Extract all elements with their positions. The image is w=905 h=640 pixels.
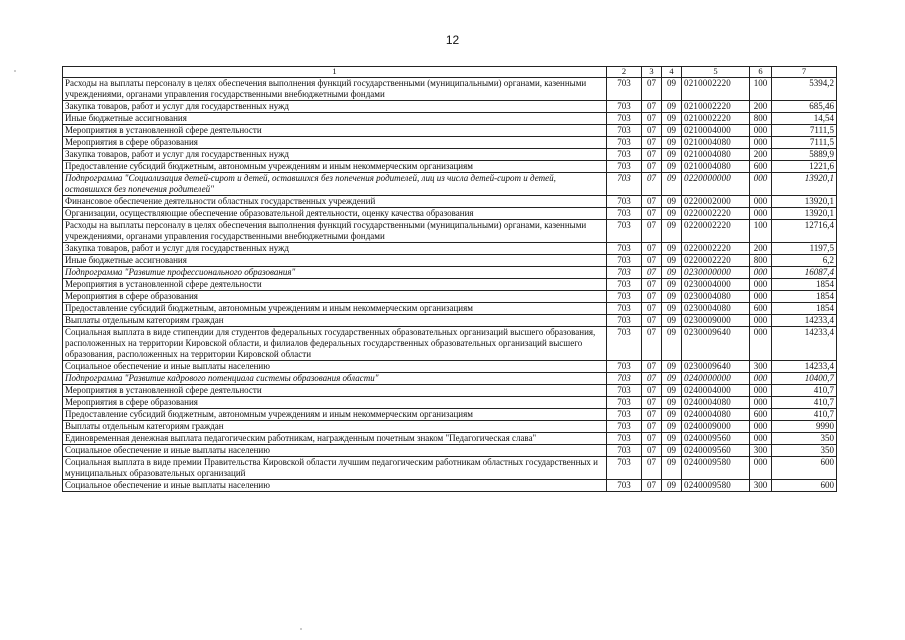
section-code: 07 — [642, 208, 662, 220]
target-article-code: 0240000000 — [682, 373, 750, 385]
amount: 14233,4 — [772, 361, 837, 373]
table-body — [63, 78, 837, 492]
row-name: Финансовое обеспечение деятельности областных государственных учреждений — [63, 196, 607, 208]
subsection-code: 09 — [662, 255, 682, 267]
amount: 1854 — [772, 279, 837, 291]
scan-speck — [14, 70, 16, 72]
target-article-code: 0240009560 — [682, 433, 750, 445]
amount: 5394,2 — [772, 78, 837, 101]
column-header: 2 — [607, 67, 642, 78]
subsection-code: 09 — [662, 433, 682, 445]
column-header: 3 — [642, 67, 662, 78]
subsection-code: 09 — [662, 196, 682, 208]
target-article-code: 0230004000 — [682, 279, 750, 291]
ministry-code: 703 — [607, 291, 642, 303]
expense-type-code: 300 — [750, 445, 772, 457]
amount: 14,54 — [772, 113, 837, 125]
subsection-code: 09 — [662, 279, 682, 291]
ministry-code: 703 — [607, 361, 642, 373]
table-row — [63, 113, 837, 125]
target-article-code: 0240004080 — [682, 409, 750, 421]
ministry-code: 703 — [607, 279, 642, 291]
row-name: Расходы на выплаты персоналу в целях обеспечения выполнения функций государственными (муниципальными) органами, казенными учреждениями, органами управления государственными внебюджетными фондами — [63, 220, 607, 243]
expense-type-code: 000 — [750, 433, 772, 445]
row-name: Подпрограмма "Развитие кадрового потенциала системы образования области" — [63, 373, 607, 385]
ministry-code: 703 — [607, 196, 642, 208]
target-article-code: 0220002220 — [682, 220, 750, 243]
table-row — [63, 361, 837, 373]
row-name: Социальная выплата в виде премии Правительства Кировской области лучшим педагогическим работникам областных государственных и муниципальных образовательных организаций — [63, 457, 607, 480]
target-article-code: 0230009640 — [682, 361, 750, 373]
section-code: 07 — [642, 409, 662, 421]
table-row — [63, 161, 837, 173]
section-code: 07 — [642, 361, 662, 373]
amount: 7111,5 — [772, 137, 837, 149]
amount: 410,7 — [772, 409, 837, 421]
section-code: 07 — [642, 149, 662, 161]
row-name: Мероприятия в установленной сфере деятельности — [63, 385, 607, 397]
table-row — [63, 315, 837, 327]
row-name: Предоставление субсидий бюджетным, автономным учреждениям и иным некоммерческим организациям — [63, 303, 607, 315]
section-code: 07 — [642, 267, 662, 279]
amount: 600 — [772, 457, 837, 480]
amount: 350 — [772, 445, 837, 457]
table-row — [63, 208, 837, 220]
section-code: 07 — [642, 220, 662, 243]
ministry-code: 703 — [607, 315, 642, 327]
section-code: 07 — [642, 433, 662, 445]
amount: 410,7 — [772, 385, 837, 397]
amount: 14233,4 — [772, 327, 837, 361]
section-code: 07 — [642, 243, 662, 255]
amount: 350 — [772, 433, 837, 445]
ministry-code: 703 — [607, 173, 642, 196]
amount: 410,7 — [772, 397, 837, 409]
table-row — [63, 173, 837, 196]
row-name: Социальная выплата в виде стипендии для студентов федеральных государственных образовательных организаций высшего образования, расположенных на территории Кировской области, и филиалов федеральных государственных образовательных организаций высшего образования, расположенных на территории Кировской области — [63, 327, 607, 361]
subsection-code: 09 — [662, 315, 682, 327]
table-row — [63, 220, 837, 243]
amount: 13920,1 — [772, 173, 837, 196]
column-number-row — [63, 67, 837, 78]
target-article-code: 0240009560 — [682, 445, 750, 457]
table-row — [63, 291, 837, 303]
table-row — [63, 149, 837, 161]
subsection-code: 09 — [662, 409, 682, 421]
column-header: 6 — [750, 67, 772, 78]
ministry-code: 703 — [607, 113, 642, 125]
subsection-code: 09 — [662, 445, 682, 457]
target-article-code: 0220002000 — [682, 196, 750, 208]
section-code: 07 — [642, 279, 662, 291]
subsection-code: 09 — [662, 397, 682, 409]
section-code: 07 — [642, 125, 662, 137]
table-row — [63, 421, 837, 433]
target-article-code: 0230004080 — [682, 291, 750, 303]
subsection-code: 09 — [662, 101, 682, 113]
amount: 600 — [772, 480, 837, 492]
row-name: Подпрограмма "Социализация детей-сирот и детей, оставшихся без попечения родителей, лиц из числа детей-сирот и детей, оставшихся без попечения родителей" — [63, 173, 607, 196]
row-name: Социальное обеспечение и иные выплаты населению — [63, 361, 607, 373]
expense-type-code: 000 — [750, 385, 772, 397]
column-header: 1 — [63, 67, 607, 78]
row-name: Закупка товаров, работ и услуг для государственных нужд — [63, 243, 607, 255]
target-article-code: 0210004080 — [682, 161, 750, 173]
table-row — [63, 409, 837, 421]
subsection-code: 09 — [662, 173, 682, 196]
ministry-code: 703 — [607, 267, 642, 279]
subsection-code: 09 — [662, 480, 682, 492]
ministry-code: 703 — [607, 101, 642, 113]
target-article-code: 0230000000 — [682, 267, 750, 279]
amount: 9990 — [772, 421, 837, 433]
expense-type-code: 200 — [750, 101, 772, 113]
target-article-code: 0210004000 — [682, 125, 750, 137]
subsection-code: 09 — [662, 220, 682, 243]
section-code: 07 — [642, 101, 662, 113]
subsection-code: 09 — [662, 361, 682, 373]
row-name: Подпрограмма "Развитие профессионального образования" — [63, 267, 607, 279]
target-article-code: 0210002220 — [682, 113, 750, 125]
table-row — [63, 433, 837, 445]
ministry-code: 703 — [607, 457, 642, 480]
ministry-code: 703 — [607, 385, 642, 397]
table-row — [63, 445, 837, 457]
amount: 12716,4 — [772, 220, 837, 243]
subsection-code: 09 — [662, 161, 682, 173]
table-row — [63, 385, 837, 397]
row-name: Мероприятия в установленной сфере деятельности — [63, 125, 607, 137]
expense-type-code: 600 — [750, 161, 772, 173]
expense-type-code: 000 — [750, 196, 772, 208]
ministry-code: 703 — [607, 255, 642, 267]
table-row — [63, 267, 837, 279]
amount: 1854 — [772, 291, 837, 303]
ministry-code: 703 — [607, 397, 642, 409]
section-code: 07 — [642, 421, 662, 433]
table-row — [63, 303, 837, 315]
ministry-code: 703 — [607, 433, 642, 445]
section-code: 07 — [642, 445, 662, 457]
target-article-code: 0210004080 — [682, 149, 750, 161]
target-article-code: 0220000000 — [682, 173, 750, 196]
target-article-code: 0230004080 — [682, 303, 750, 315]
section-code: 07 — [642, 161, 662, 173]
expense-type-code: 100 — [750, 78, 772, 101]
ministry-code: 703 — [607, 445, 642, 457]
expense-type-code: 000 — [750, 327, 772, 361]
subsection-code: 09 — [662, 267, 682, 279]
expense-type-code: 000 — [750, 457, 772, 480]
subsection-code: 09 — [662, 113, 682, 125]
row-name: Организации, осуществляющие обеспечение образовательной деятельности, оценку качества образования — [63, 208, 607, 220]
target-article-code: 0240009580 — [682, 457, 750, 480]
target-article-code: 0230009640 — [682, 327, 750, 361]
ministry-code: 703 — [607, 243, 642, 255]
page-number: 12 — [445, 33, 460, 47]
ministry-code: 703 — [607, 137, 642, 149]
section-code: 07 — [642, 385, 662, 397]
subsection-code: 09 — [662, 385, 682, 397]
section-code: 07 — [642, 78, 662, 101]
amount: 7111,5 — [772, 125, 837, 137]
table-row — [63, 137, 837, 149]
expense-type-code: 300 — [750, 361, 772, 373]
amount: 14233,4 — [772, 315, 837, 327]
table-row — [63, 457, 837, 480]
ministry-code: 703 — [607, 149, 642, 161]
row-name: Социальное обеспечение и иные выплаты населению — [63, 480, 607, 492]
expense-type-code: 000 — [750, 208, 772, 220]
ministry-code: 703 — [607, 421, 642, 433]
expense-type-code: 000 — [750, 291, 772, 303]
target-article-code: 0210004080 — [682, 137, 750, 149]
expense-type-code: 000 — [750, 125, 772, 137]
ministry-code: 703 — [607, 303, 642, 315]
section-code: 07 — [642, 397, 662, 409]
row-name: Единовременная денежная выплата педагогическим работникам, награжденным почетным знаком "Педагогическая слава" — [63, 433, 607, 445]
row-name: Иные бюджетные ассигнования — [63, 255, 607, 267]
ministry-code: 703 — [607, 78, 642, 101]
section-code: 07 — [642, 373, 662, 385]
amount: 10400,7 — [772, 373, 837, 385]
expense-type-code: 800 — [750, 113, 772, 125]
column-header: 5 — [682, 67, 750, 78]
expense-type-code: 000 — [750, 267, 772, 279]
section-code: 07 — [642, 291, 662, 303]
table-row — [63, 327, 837, 361]
ministry-code: 703 — [607, 327, 642, 361]
column-header: 4 — [662, 67, 682, 78]
expense-type-code: 200 — [750, 149, 772, 161]
row-name: Выплаты отдельным категориям граждан — [63, 421, 607, 433]
target-article-code: 0240009580 — [682, 480, 750, 492]
expense-type-code: 000 — [750, 397, 772, 409]
table-row — [63, 373, 837, 385]
ministry-code: 703 — [607, 220, 642, 243]
ministry-code: 703 — [607, 409, 642, 421]
amount: 13920,1 — [772, 208, 837, 220]
target-article-code: 0240004080 — [682, 397, 750, 409]
row-name: Закупка товаров, работ и услуг для государственных нужд — [63, 149, 607, 161]
table-row — [63, 101, 837, 113]
expense-type-code: 000 — [750, 315, 772, 327]
subsection-code: 09 — [662, 373, 682, 385]
section-code: 07 — [642, 457, 662, 480]
target-article-code: 0240004000 — [682, 385, 750, 397]
section-code: 07 — [642, 196, 662, 208]
subsection-code: 09 — [662, 125, 682, 137]
table-row — [63, 480, 837, 492]
amount: 1854 — [772, 303, 837, 315]
expense-type-code: 000 — [750, 137, 772, 149]
amount: 685,46 — [772, 101, 837, 113]
subsection-code: 09 — [662, 303, 682, 315]
target-article-code: 0220002220 — [682, 255, 750, 267]
section-code: 07 — [642, 303, 662, 315]
target-article-code: 0210002220 — [682, 101, 750, 113]
row-name: Выплаты отдельным категориям граждан — [63, 315, 607, 327]
section-code: 07 — [642, 173, 662, 196]
row-name: Социальное обеспечение и иные выплаты населению — [63, 445, 607, 457]
amount: 6,2 — [772, 255, 837, 267]
section-code: 07 — [642, 113, 662, 125]
table-row — [63, 243, 837, 255]
target-article-code: 0220002220 — [682, 243, 750, 255]
amount: 16087,4 — [772, 267, 837, 279]
expense-type-code: 000 — [750, 173, 772, 196]
row-name: Мероприятия в сфере образования — [63, 137, 607, 149]
subsection-code: 09 — [662, 208, 682, 220]
row-name: Предоставление субсидий бюджетным, автономным учреждениям и иным некоммерческим организациям — [63, 161, 607, 173]
expense-type-code: 300 — [750, 480, 772, 492]
expense-type-code: 000 — [750, 279, 772, 291]
table-row — [63, 196, 837, 208]
section-code: 07 — [642, 137, 662, 149]
subsection-code: 09 — [662, 78, 682, 101]
subsection-code: 09 — [662, 421, 682, 433]
target-article-code: 0220002220 — [682, 208, 750, 220]
amount: 5889,9 — [772, 149, 837, 161]
expense-type-code: 600 — [750, 303, 772, 315]
amount: 13920,1 — [772, 196, 837, 208]
row-name: Закупка товаров, работ и услуг для государственных нужд — [63, 101, 607, 113]
target-article-code: 0210002220 — [682, 78, 750, 101]
section-code: 07 — [642, 255, 662, 267]
subsection-code: 09 — [662, 137, 682, 149]
subsection-code: 09 — [662, 457, 682, 480]
row-name: Мероприятия в установленной сфере деятельности — [63, 279, 607, 291]
section-code: 07 — [642, 315, 662, 327]
ministry-code: 703 — [607, 208, 642, 220]
expense-type-code: 000 — [750, 373, 772, 385]
scan-speck — [300, 628, 302, 630]
ministry-code: 703 — [607, 373, 642, 385]
expense-type-code: 200 — [750, 243, 772, 255]
table-row — [63, 78, 837, 101]
subsection-code: 09 — [662, 149, 682, 161]
row-name: Расходы на выплаты персоналу в целях обеспечения выполнения функций государственными (муниципальными) органами, казенными учреждениями, органами управления государственными внебюджетными фондами — [63, 78, 607, 101]
expense-type-code: 800 — [750, 255, 772, 267]
expense-type-code: 000 — [750, 421, 772, 433]
ministry-code: 703 — [607, 125, 642, 137]
ministry-code: 703 — [607, 480, 642, 492]
table-row — [63, 397, 837, 409]
column-header: 7 — [772, 67, 837, 78]
row-name: Мероприятия в сфере образования — [63, 397, 607, 409]
target-article-code: 0240009000 — [682, 421, 750, 433]
amount: 1197,5 — [772, 243, 837, 255]
section-code: 07 — [642, 327, 662, 361]
expense-type-code: 600 — [750, 409, 772, 421]
subsection-code: 09 — [662, 327, 682, 361]
section-code: 07 — [642, 480, 662, 492]
table-row — [63, 255, 837, 267]
target-article-code: 0230009000 — [682, 315, 750, 327]
row-name: Иные бюджетные ассигнования — [63, 113, 607, 125]
budget-table — [62, 66, 837, 492]
subsection-code: 09 — [662, 243, 682, 255]
table-row — [63, 279, 837, 291]
row-name: Мероприятия в сфере образования — [63, 291, 607, 303]
table-row — [63, 125, 837, 137]
amount: 1221,6 — [772, 161, 837, 173]
subsection-code: 09 — [662, 291, 682, 303]
row-name: Предоставление субсидий бюджетным, автономным учреждениям и иным некоммерческим организациям — [63, 409, 607, 421]
expense-type-code: 100 — [750, 220, 772, 243]
ministry-code: 703 — [607, 161, 642, 173]
